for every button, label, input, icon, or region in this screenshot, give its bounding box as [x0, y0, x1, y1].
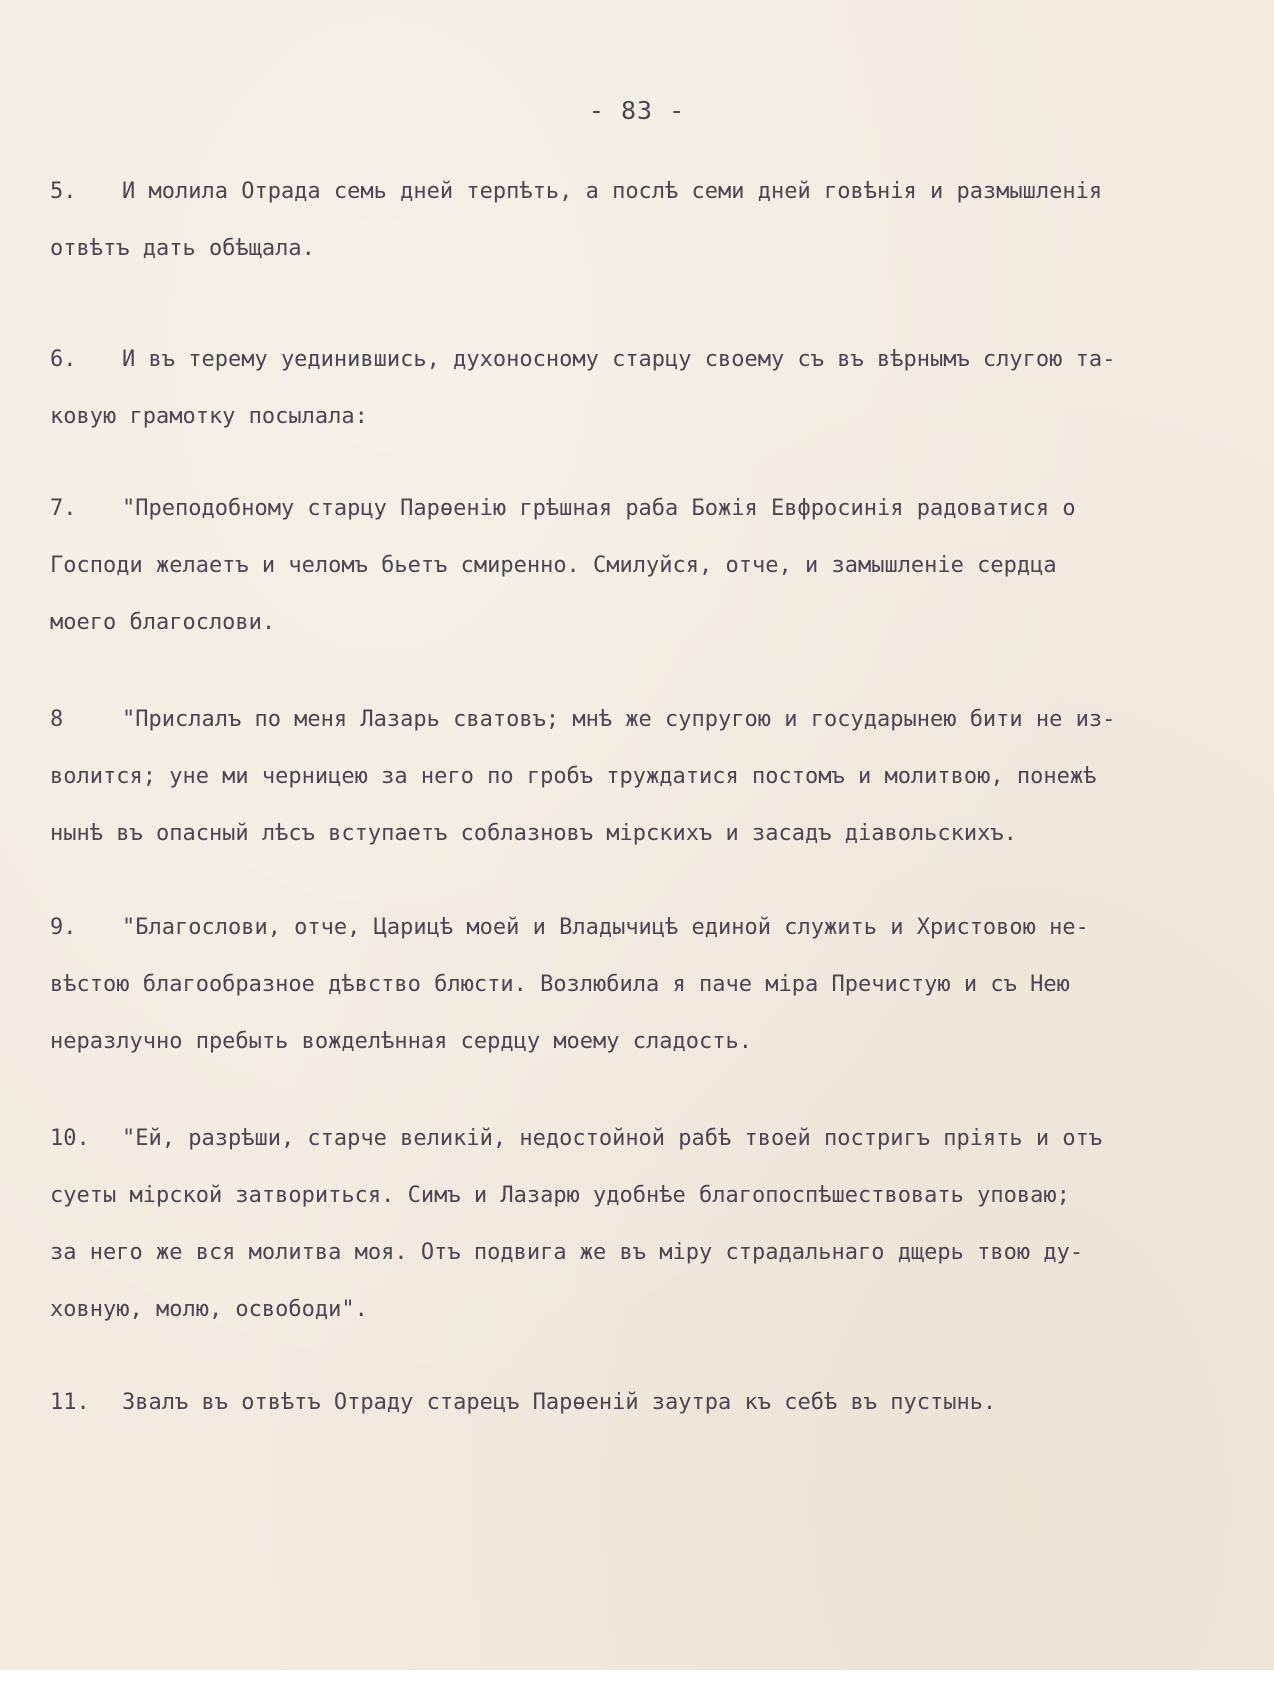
paragraph-10	[50, 1110, 1230, 1338]
paragraph-line: моего благослови.	[50, 610, 276, 635]
paragraph-8	[50, 691, 1230, 862]
paragraph-number: 6.	[50, 347, 77, 372]
paragraph-6	[50, 331, 1230, 445]
paragraph-5	[50, 163, 1230, 277]
page-number: - 83 -	[588, 96, 686, 125]
paragraph-line: "Прислалъ по меня Лазарь сватовъ; мнѣ же супругою и государынею бити не из-	[122, 707, 1116, 732]
paragraph-line: "Преподобному старцу Парѳенію грѣшная раба Божія Евфросинія радоватися о	[122, 496, 1076, 521]
paragraph-line: отвѣтъ дать обѣщала.	[50, 236, 315, 261]
paragraph-line: ковую грамотку посылала:	[50, 404, 368, 429]
paragraph-line: "Ей, разрѣши, старче великій, недостойной рабѣ твоей постригъ пріять и отъ	[122, 1126, 1103, 1151]
paragraph-number: 8	[50, 707, 64, 732]
paragraph-number: 11.	[50, 1390, 90, 1415]
paragraph-line: нынѣ въ опасный лѣсъ вступаетъ соблазновъ мірскихъ и засадъ діавольскихъ.	[50, 821, 1017, 846]
paragraph-line: И молила Отрада семь дней терпѣть, а послѣ семи дней говѣнія и размышленія	[122, 179, 1103, 204]
paragraph-line: за него же вся молитва моя. Отъ подвига же въ міру страдальнаго дщерь твою ду-	[50, 1240, 1084, 1265]
paragraph-line: неразлучно пребыть вожделѣнная сердцу моему сладость.	[50, 1029, 752, 1054]
paragraph-line: вѣстою благообразное дѣвство блюсти. Возлюбила я паче міра Пречистую и съ Нею	[50, 972, 1070, 997]
paragraph-number: 7.	[50, 496, 77, 521]
paragraph-7	[50, 480, 1230, 651]
paragraph-line: Звалъ въ отвѣтъ Отраду старецъ Парѳеній заутра къ себѣ въ пустынь.	[122, 1390, 997, 1415]
paragraph-number: 10.	[50, 1126, 90, 1151]
paragraph-line: "Благослови, отче, Царицѣ моей и Владычицѣ единой служить и Христовою не-	[122, 915, 1089, 940]
paragraph-line: волится; уне ми черницею за него по гробъ труждатися постомъ и молитвою, понежѣ	[50, 764, 1097, 789]
paragraph-line: ховную, молю, освободи".	[50, 1297, 368, 1322]
paragraph-number: 9.	[50, 915, 77, 940]
paragraph-9	[50, 899, 1230, 1070]
paragraph-line: И въ терему уединившись, духоносному старцу своему съ въ вѣрнымъ слугою та-	[122, 347, 1116, 372]
paragraph-line: Господи желаетъ и челомъ бьетъ смиренно. Смилуйся, отче, и замышленіе сердца	[50, 553, 1057, 578]
paragraph-line: суеты мірской затвориться. Симъ и Лазарю удобнѣе благопоспѣшествовать уповаю;	[50, 1183, 1070, 1208]
paragraph-11	[50, 1374, 1230, 1431]
paragraph-number: 5.	[50, 179, 77, 204]
